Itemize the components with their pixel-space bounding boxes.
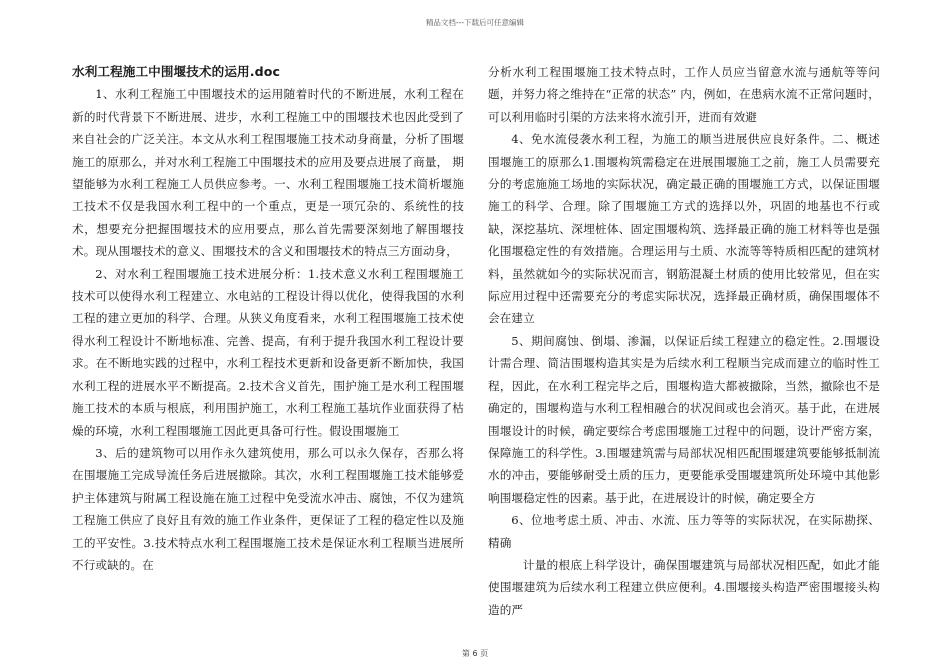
paragraph-6: 6、位地考虑土质、冲击、水流、压力等等的实际状况，在实际勘探、精确 [488,513,880,550]
page-number: 第 6 页 [461,649,489,658]
document-title: 水利工程施工中围堰技术的运用.doc [72,64,281,79]
paragraph-2: 2、对水利工程围堰施工技术进展分析：1.技术意义水利工程围堰施工技术可以使得水利工程建立、水电站的工程设计得以优化，使得我国的水利工程的建立更加的科学、合理。从狭义角度看来，水利工程围堰施工技术使得水利工程设计不断地标准、完善、提高，有利于提升我国水利工程设计要求。在不断地实践的过程中，水利工程技术更新和设备更新不断加快，我国水利工程的进展水平不断提高。2.技术含义首先，围护施工是水利工程围堰施工技术的本质与根底，利用围护施工，水利工程施工基坑作业面获得了枯燥的环境，水利工程围堰施工因此更具备可行性。假设围堰施工 [72,266,464,438]
paragraph-3: 3、后的建筑物可以用作永久建筑使用，那么可以永久保存，否那么将在围堰施工完成导流任务后进展撤除。其次，水利工程围堰施工技术能够爱护主体建筑与附属工程设施在施工过程中免受流水冲击、腐蚀，不仅为建筑工程施工供应了良好且有效的施工作业条件，更保证了工程的稳定性以及施工的平安性。3.技术特点水利工程围堰施工技术是保证水利工程顺当进展所不行或缺的。在 [72,445,464,572]
header-note: 精品文档---下载后可任意编辑 [425,18,525,27]
paragraph-6-continued: 计量的根底上科学设计，确保围堰建筑与局部状况相匹配，如此才能使围堰建筑为后续水利工程建立供应便利。4.围堰接头构造严密围堰接头构造的严 [488,557,880,617]
paragraph-1: 1、水利工程施工中围堰技术的运用随着时代的不断进展，水利工程在新的时代背景下不断进展、进步，水利工程施工中的围堰技术也因此受到了来自社会的广泛关注。本文从水利工程围堰施工技术动身商量，分析了围堰施工的原那么，并对水利工程施工中围堰技术的应用及要点进展了商量， 期望能够为水利工程施工人员供应参考。一、水利工程围堰施工技术简析堰施工技术不仅是我国水利工程中的一个重点，更是一项冗杂的、系统性的技术，想要充分把握围堰技术的应用要点，那么首先需要深刻地了解围堰技术。现从围堰技术的意义、围堰技术的含义和围堰技术的特点三方面动身， [72,87,464,259]
paragraph-4: 4、免水流侵袭水利工程，为施工的顺当进展供应良好条件。二、概述围堰施工的原那么1.围堰构筑需稳定在进展围堰施工之前，施工人员需要充分的考虑施施工场地的实际状况，确定最正确的围堰施工方式，以保证围堰施工的科学、合理。除了围堰施工方式的选择以外，巩固的地基也不行或缺，深挖基坑、深埋桩体、固定围堰构筑、选择最正确的施工材料等也是强化围堰稳定性的有效措施。合理运用与土质、水流等等特质相匹配的建筑材料，虽然就如今的实际状况而言，钢筋混凝土材质的使用比较常见，但在实际应用过程中还需要充分的考虑实际状况，选择最正确材质，确保围堰体不会在建立 [488,132,880,326]
right-column [488,61,880,621]
left-column [72,61,464,576]
paragraph-3-continued: 分析水利工程围堰施工技术特点时，工作人员应当留意水流与通航等等问题，并努力将之维持在“正常的状态” 内，例如，在患病水流不正常问题时，可以利用临时引渠的方法来将水流引开，进而有效避 [488,65,880,124]
paragraph-5: 5、期间腐蚀、倒塌、渗漏，以保证后续工程建立的稳定性。2.围堰设计需合理、简洁围堰构造其实是为后续水利工程顺当完成而建立的临时性工程，因此，在水利工程完毕之后，围堰构造大都被撤除，当然，撤除也不是确定的，围堰构造与水利工程相融合的状况间或也会消灭。基于此，在进展围堰设计的时候，确定要综合考虑围堰施工过程中的问题，设计严密方案，保障施工的科学性。3.围堰建筑需与局部状况相匹配围堰建筑要能够抵制流水的冲击，要能够耐受土质的压力，更要能承受围堰建筑所处环境中其他影响围堰稳定性的因素。基于此，在进展设计的时候，确定要全方 [488,333,880,505]
